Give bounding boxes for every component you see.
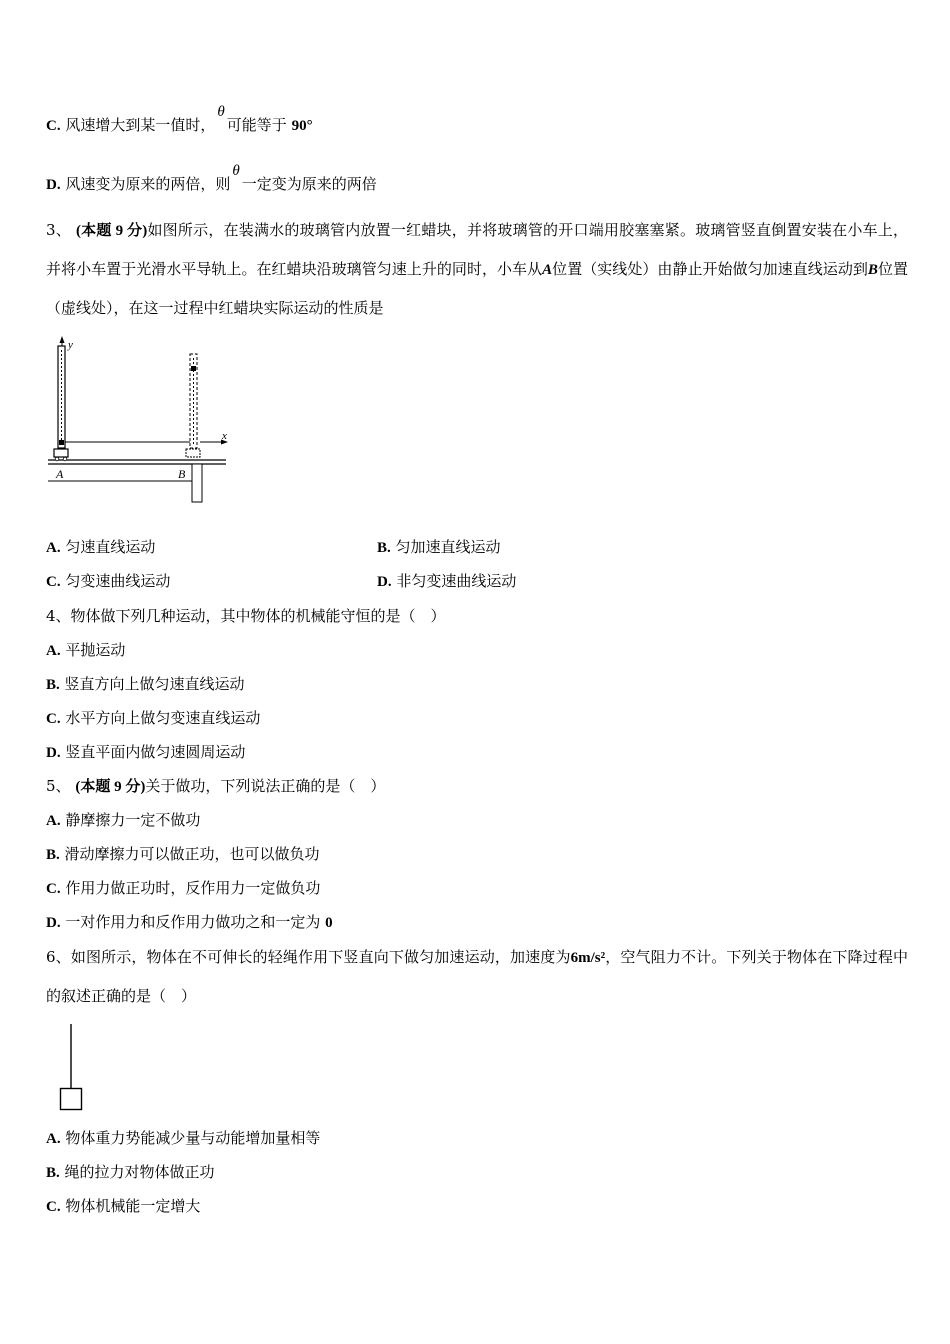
option-letter: D. [377,574,392,590]
wax-block-b [191,366,196,371]
option-text: 风速变为原来的两倍，则 [65,175,231,193]
option-text: 风速增大到某一值时， [65,116,216,134]
y-axis-label: y [68,339,73,351]
option-text: 非匀变速曲线运动 [396,572,517,590]
table-leg [192,464,202,502]
question-number: 3、 [46,221,71,239]
cart-a-wheel [55,457,59,461]
option-text: 静摩擦力一定不做功 [65,811,201,829]
option-text: 水平方向上做匀变速直线运动 [65,709,261,727]
option-text: 作用力做正功时，反作用力一定做负功 [65,879,321,897]
q5-option-a [46,810,200,831]
option-text: 绳的拉力对物体做正功 [64,1163,215,1181]
glass-tube-a [58,346,65,448]
q4-option-a [46,640,125,661]
option-value: 0 [325,915,333,931]
q6-option-c [46,1196,200,1217]
option-text: 滑动摩擦力可以做正功，也可以做负功 [64,845,320,863]
theta-symbol: θ [217,104,225,120]
option-letter: A. [46,813,61,829]
cart-b [186,449,200,457]
label-a: A [56,467,64,481]
q3-figure [44,336,234,508]
q6-option-a [46,1128,320,1149]
option-text: 一对作用力和反作用力做功之和一定为 [65,913,321,931]
option-text-after: 一定变为原来的两倍 [241,175,377,193]
question-score-tag: (本题 9 分) [75,779,146,795]
option-letter: B. [46,847,60,863]
question-number: 5、 [46,777,71,795]
option-letter: D. [46,177,61,193]
q5-option-b [46,844,320,865]
option-letter: D. [46,745,61,761]
wax-block-a [59,440,64,445]
q4-option-c [46,708,260,729]
angle-value: 90° [291,118,313,134]
x-axis-label: x [222,430,227,442]
y-axis-arrowhead [60,336,65,343]
position-b: B [867,262,878,278]
option-text-after: 可能等于 [226,116,287,134]
question-score-tag: (本题 9 分) [75,223,148,239]
theta-symbol: θ [232,163,240,179]
q5-option-d [46,912,333,933]
q6-option-b [46,1162,215,1183]
label-b: B [178,467,186,481]
position-a: A [542,262,553,278]
q4-option-b [46,674,245,695]
stem-part-1: 6、如图所示，物体在不可伸长的轻绳作用下竖直向下做匀加速运动，加速度为 [46,948,571,966]
option-text: 匀加速直线运动 [395,538,501,556]
option-letter: C. [46,118,61,134]
option-letter: A. [46,540,61,556]
q6-figure [56,1022,86,1114]
q3-option-b [377,537,501,558]
option-text: 物体机械能一定增大 [65,1197,201,1215]
option-letter: A. [46,1131,61,1147]
stem-part-3: 位置（虚线处），在这一过程中红蜡块实际运动的性质是 [46,260,908,317]
q3-option-c [46,571,170,592]
q5-stem [46,776,385,797]
q4-option-d [46,742,245,763]
option-text: 竖直平面内做匀速圆周运动 [65,743,246,761]
stem-part-2: 位置（实线处）由静止开始做匀加速直线运动到 [552,260,868,278]
option-letter: A. [46,643,61,659]
option-text: 物体重力势能减少量与动能增加量相等 [65,1129,321,1147]
option-letter: C. [46,1199,61,1215]
stem-part-1: 如图所示，在装满水的玻璃管内放置一红蜡块，并将玻璃管的开口端用胶塞塞紧。玻璃管竖直倒置安装在小车上，并将小车置于光滑水平导轨上。在红蜡块沿玻璃管匀速上升的同时，小车从 [46,221,908,278]
q2-option-c [46,104,313,136]
option-text: 竖直方向上做匀速直线运动 [64,675,245,693]
q6-stem [46,938,908,1015]
stem-text: 关于做功，下列说法正确的是（ ） [145,777,386,795]
option-letter: B. [46,1165,60,1181]
q3-stem [46,211,908,327]
q5-option-c [46,878,320,899]
acceleration-value: 6m/s² [570,950,606,966]
q2-option-d [46,163,377,195]
q3-option-a [46,537,155,558]
option-letter: C. [46,881,61,897]
option-letter: C. [46,711,61,727]
option-letter: C. [46,574,61,590]
hanging-block [61,1089,82,1110]
option-text: 匀变速曲线运动 [65,572,171,590]
q4-stem: 4、物体做下列几种运动，其中物体的机械能守恒的是（ ） [46,607,446,625]
option-letter: D. [46,915,61,931]
cart-a [54,449,68,457]
stem-part-2: ，空气阻力不计。下列关于物体在下降过程中的叙述正确的是（ ） [46,948,908,1005]
option-letter: B. [377,540,391,556]
option-text: 匀速直线运动 [65,538,156,556]
option-text: 平抛运动 [65,641,126,659]
q3-option-d [377,571,516,592]
cart-a-wheel [63,457,67,461]
option-letter: B. [46,677,60,693]
